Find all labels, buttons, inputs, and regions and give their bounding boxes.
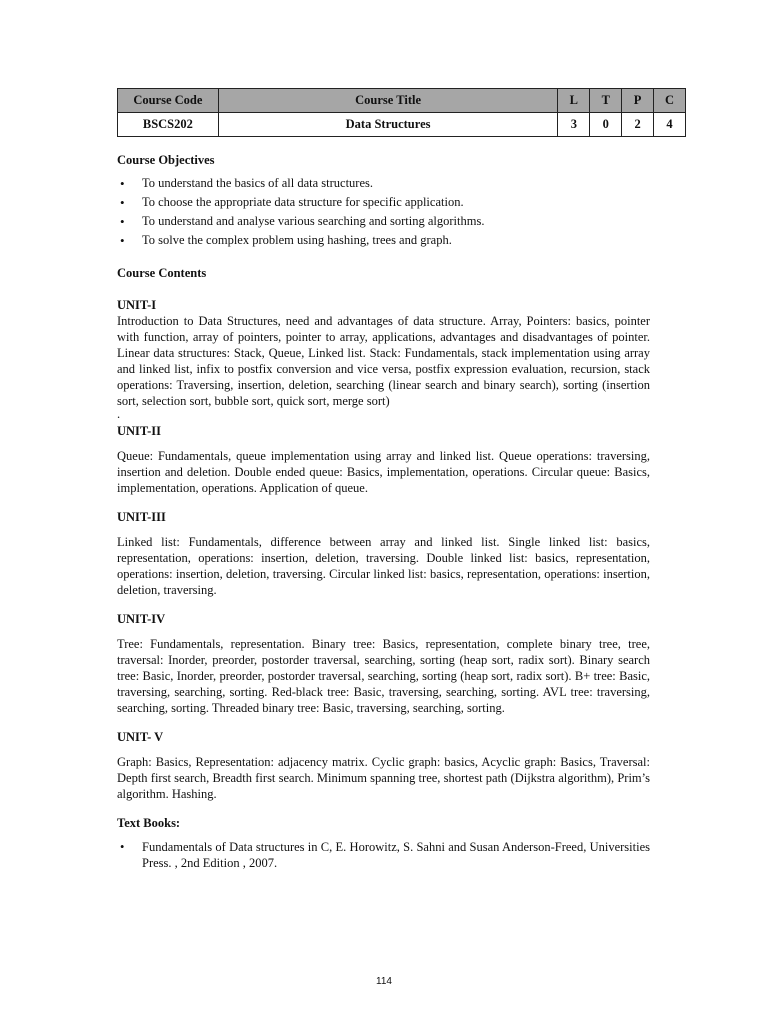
unit-3-text: Linked list: Fundamentals, difference between array and linked list. Single linked list: basics, representation, operations: insertion, deletion, traversing. Double linked list: basics, representation, operations: insertion, deletion, traversing. Circular linked list: basics, representation, operations: insertion, deletion, traversing.: [117, 535, 650, 597]
objective-text: To choose the appropriate data structure for specific application.: [142, 195, 464, 209]
bullet-icon: •: [120, 176, 125, 191]
textbook-text: Fundamentals of Data structures in C, E. Horowitz, S. Sahni and Susan Anderson-Freed, Universities Press. , 2nd Edition , 2007.: [142, 840, 650, 870]
objectives-list: [117, 174, 650, 250]
credits-cell: 4: [654, 113, 686, 137]
unit-1-trailing-dot: .: [117, 407, 121, 421]
course-table-header-row: [118, 89, 686, 113]
unit-1-text: Introduction to Data Structures, need and advantages of data structure. Array, Pointers: basics, pointer with function, array of pointers, pointer to array, applications, advantages and disadvantages of pointer. Linear data structures: Stack, Queue, Linked list. Stack: Fundamentals, stack implementation using array and linked list, infix to postfix conversion and vice versa, postfix expression evaluation, recursion, stack operations: Traversing, insertion, deletion, searching (linear search and binary search), sorting (insertion sort, selection sort, bubble sort, quick sort, merge sort): [117, 314, 650, 408]
lecture-cell: 3: [558, 113, 590, 137]
unit-3-title: UNIT-III: [117, 510, 166, 524]
header-t: T: [590, 89, 622, 113]
objective-text: To solve the complex problem using hashing, trees and graph.: [142, 233, 452, 247]
header-p: P: [622, 89, 654, 113]
unit-4-title: UNIT-IV: [117, 612, 166, 626]
course-table-row: [118, 113, 686, 137]
unit-1-title: UNIT-I: [117, 298, 157, 312]
unit-2-text: Queue: Fundamentals, queue implementation using array and linked list. Queue operations: traversing, insertion and deletion. Double ended queue: Basics, implementation, operations. Circular queue: Basics, implementation, operations. Application of queue.: [117, 449, 650, 495]
bullet-icon: •: [120, 214, 125, 229]
unit-2-title: UNIT-II: [117, 424, 162, 438]
tutorial-cell: 0: [590, 113, 622, 137]
course-table: [117, 88, 686, 137]
course-title-cell: Data Structures: [218, 113, 558, 137]
bullet-icon: •: [120, 840, 125, 854]
bullet-icon: •: [120, 233, 125, 248]
page-number: 114: [376, 976, 392, 987]
objective-item: [117, 174, 650, 193]
textbook-item: [117, 839, 650, 871]
unit-5-text: Graph: Basics, Representation: adjacency matrix. Cyclic graph: basics, Acyclic graph: Basics, Traversal: Depth first search, Breadth first search. Minimum spanning tree, shortest path (Dijkstra algorithm), Prim’s algorithm. Hashing.: [117, 755, 650, 801]
textbooks-list: [117, 839, 650, 871]
contents-heading: Course Contents: [117, 266, 207, 280]
objectives-heading: Course Objectives: [117, 153, 215, 167]
bullet-icon: •: [120, 195, 125, 210]
header-course-title: Course Title: [218, 89, 558, 113]
header-course-code: Course Code: [118, 89, 219, 113]
header-c: C: [654, 89, 686, 113]
objective-item: [117, 231, 650, 250]
textbooks-heading: Text Books:: [117, 816, 181, 830]
course-code-cell: BSCS202: [118, 113, 219, 137]
objective-text: To understand and analyse various searching and sorting algorithms.: [142, 214, 485, 228]
course-content: [117, 152, 650, 871]
practical-cell: 2: [622, 113, 654, 137]
header-l: L: [558, 89, 590, 113]
unit-4-text: Tree: Fundamentals, representation. Binary tree: Basics, representation, complete binary tree, tree, traversal: Inorder, preorder, postorder traversal, searching, sorting (heap sort, radix sort). Binary search tree: Basic, Inorder, preorder, postorder traversal, searching, sorting (heap sort, radix sort). B+ tree: Basic, traversing, searching, sorting. Red-black tree: Basic, traversing, searching, sorting. AVL tree: traversing, searching, sorting. Threaded binary tree: Basic, traversing, searching, sorting.: [117, 637, 650, 715]
objective-item: [117, 212, 650, 231]
unit-5-title: UNIT- V: [117, 730, 164, 744]
objective-item: [117, 193, 650, 212]
objective-text: To understand the basics of all data structures.: [142, 176, 373, 190]
